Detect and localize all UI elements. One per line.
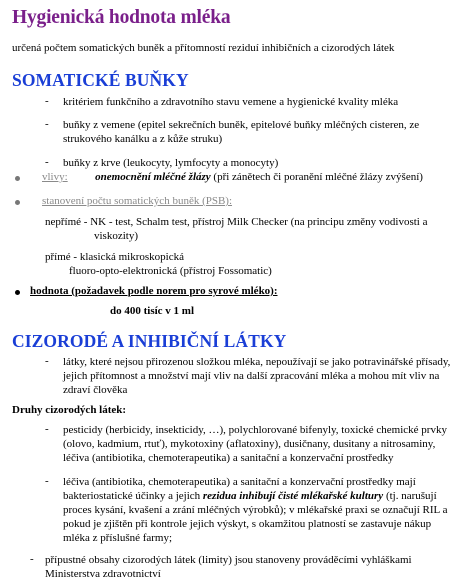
psb-neprime-continuation: viskozity)	[94, 230, 138, 242]
druhy-heading: Druhy cizorodých látek:	[12, 404, 127, 416]
vlivy-label: vlivy:	[42, 171, 68, 183]
page-title: Hygienická hodnota mléka	[12, 7, 231, 28]
list-item-continuation: mléka z příslušné farmy;	[63, 532, 173, 544]
vlivy-emphasis: onemocnění mléčné žlázy	[95, 171, 211, 183]
hodnota-value: do 400 tisíc v 1 ml	[110, 305, 195, 317]
list-item: pesticidy (herbicidy, insekticidy, …), polychlorované bifenyly, toxické chemické prvky	[63, 424, 447, 436]
list-item-continuation: zdraví člověka	[63, 384, 128, 396]
list-text: (tj. narušují	[383, 490, 437, 502]
list-item: přípustné obsahy cizorodých látek (limity) jsou stanoveny prováděcími vyhláškami	[45, 554, 412, 566]
list-item: buňky z vemene (epitel sekrečních buněk, epitelové buňky mléčných cisteren, ze	[63, 119, 420, 131]
section-heading-somatic: SOMATICKÉ BUŇKY	[12, 70, 189, 90]
list-item-continuation: jejich přítomnost a množství mají vliv na další zpracování mléka a mohou mít vliv na	[63, 370, 440, 382]
list-item-continuation: léčiva (antibiotika, chemoterapeutika) a sanitační a konzervační prostředky	[63, 452, 394, 464]
list-item: buňky z krve (leukocyty, lymfocyty a monocyty)	[63, 157, 279, 169]
vlivy-line	[42, 170, 423, 185]
list-item: kritériem funkčního a zdravotního stavu vemene a hygienické kvality mléka	[63, 96, 399, 108]
dash-marker: -	[45, 475, 49, 487]
psb-prime-continuation: fluoro-opto-elektronická (přístroj Fossomatic)	[69, 265, 272, 277]
hodnota-label: hodnota (požadavek podle norem pro syrové mléko):	[30, 285, 278, 297]
dash-marker: -	[45, 423, 49, 435]
psb-label: stanovení počtu somatických buněk (PSB):	[42, 195, 233, 207]
list-item-continuation: proces kysání, kvašení a zrání mléčných výrobků); v mlékařské praxi se označují RIL a	[63, 504, 448, 516]
dash-marker: -	[45, 355, 49, 367]
list-item: látky, které nejsou přirozenou složkou mléka, nepoužívají se jako potravinářské přísady,	[63, 356, 451, 368]
bullet-icon	[15, 200, 20, 205]
dash-marker: -	[45, 95, 49, 107]
list-item-continuation: Ministerstva zdravotnictví	[45, 568, 161, 580]
list-item-continuation	[63, 489, 437, 504]
list-emphasis: rezidua inhibují čisté mlékařské kultury	[202, 490, 384, 502]
list-item-continuation: pokud je zjištěn při kontrole jejich výskyt, s okamžitou platností se zastavuje nákup	[63, 518, 432, 530]
bullet-icon	[15, 176, 20, 181]
section-heading-cizorode: CIZORODÉ A INHIBIČNÍ LÁTKY	[12, 331, 287, 351]
psb-prime: přímé - klasická mikroskopická	[45, 251, 184, 263]
list-item-continuation: strukového kanálku a z kůže struku)	[63, 133, 223, 145]
vlivy-rest: (při zánětech či poranění mléčné žlázy zvýšení)	[213, 171, 423, 183]
psb-neprime: nepřímé - NK - test, Schalm test, přístroj Milk Checker (na principu změny vodivosti a	[45, 216, 428, 228]
dash-marker: -	[45, 156, 49, 168]
bullet-icon	[15, 290, 20, 295]
dash-marker: -	[30, 553, 34, 565]
list-item: léčiva (antibiotika, chemoterapeutika) a sanitační a konzervační prostředky mají	[63, 476, 416, 488]
page-subtitle: určená počtem somatických buněk a přítomností reziduí inhibičních a cizorodých látek	[12, 42, 395, 54]
list-text: bakteriostatické účinky a jejich	[63, 490, 203, 502]
dash-marker: -	[45, 118, 49, 130]
list-item-continuation: (olovo, kadmium, rtuť), mykotoxiny (aflatoxiny), dusičnany, dusitany a nitrosaminy,	[63, 438, 436, 450]
